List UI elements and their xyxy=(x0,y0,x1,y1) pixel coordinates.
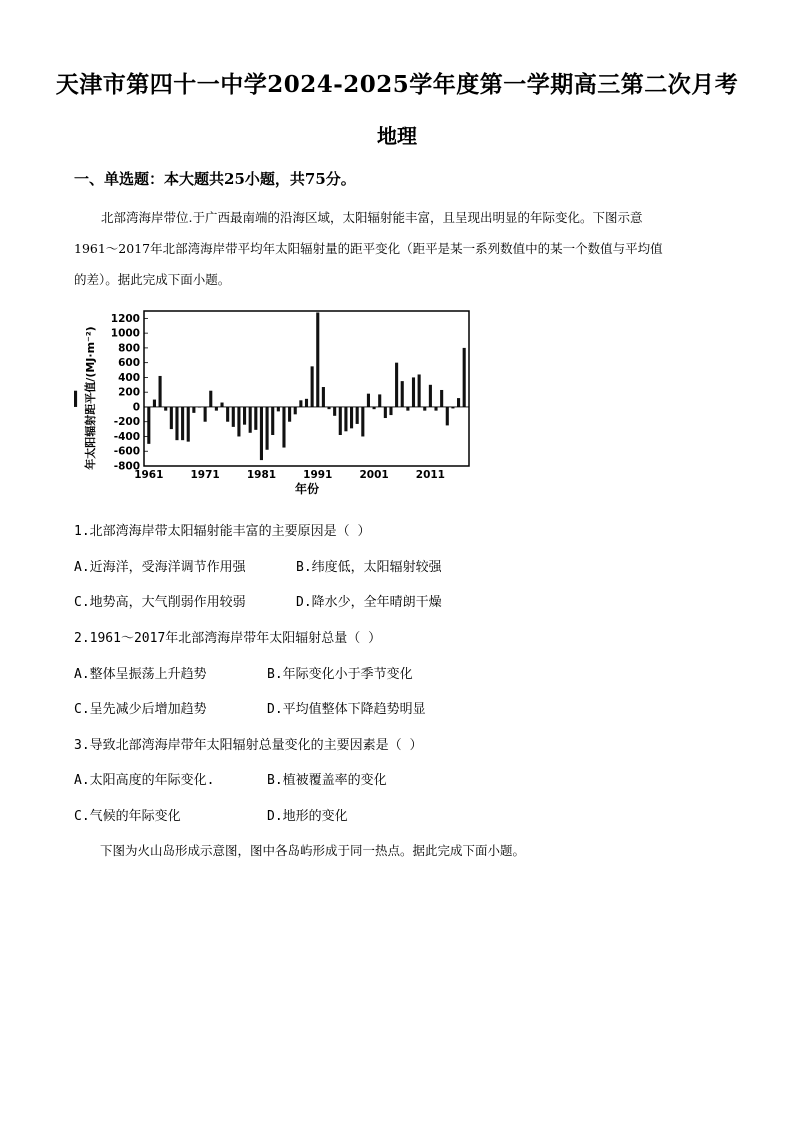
y-axis-ticks xyxy=(111,313,148,473)
bar-1972 xyxy=(209,391,212,407)
bar-1998 xyxy=(356,407,359,424)
bar-2017 xyxy=(463,348,466,407)
question-2-option-b[interactable]: B.年际变化小于季节变化 xyxy=(267,667,413,682)
y-tick-label: 0 xyxy=(132,401,140,414)
bar-1975 xyxy=(226,407,229,422)
question-2-option-c[interactable]: C.呈先减少后增加趋势 xyxy=(74,702,207,717)
question-1-option-d[interactable]: D.降水少，全年晴朗干燥 xyxy=(296,595,442,610)
bar-1976 xyxy=(232,407,235,427)
bar-1983 xyxy=(271,407,274,435)
question-2-option-d[interactable]: D.平均值整体下降趋势明显 xyxy=(267,702,426,717)
bar-1968 xyxy=(187,407,190,442)
bar-1990 xyxy=(311,366,314,407)
bar-1978 xyxy=(243,407,246,425)
bar-1982 xyxy=(266,407,269,450)
question-2-stem: 2.1961～2017年北部湾海岸带年太阳辐射总量（ ） xyxy=(74,631,382,646)
bar-1981 xyxy=(260,407,263,460)
bar-1966 xyxy=(175,407,178,440)
y-axis-label: 年太阳辐射距平值/(MJ·m⁻²) xyxy=(84,326,97,470)
bar-2016 xyxy=(457,398,460,407)
question-1-option-b[interactable]: B.纬度低，太阳辐射较强 xyxy=(296,560,442,575)
x-tick-label: 2001 xyxy=(359,469,389,481)
bar-1988 xyxy=(299,400,302,407)
bar-2013 xyxy=(440,390,443,407)
bar-1961 xyxy=(147,407,150,444)
bar-1996 xyxy=(344,407,347,431)
bar-1967 xyxy=(181,407,184,440)
question-3-option-a[interactable]: A.太阳高度的年际变化. xyxy=(74,773,215,788)
bar-1995 xyxy=(339,407,342,435)
question-3-option-b[interactable]: B.植被覆盖率的变化 xyxy=(267,773,387,788)
question-3-option-d[interactable]: D.地形的变化 xyxy=(267,809,348,824)
intro-paragraph xyxy=(74,202,722,295)
bar-1992 xyxy=(322,387,325,407)
section-heading: 一、单选题：本大题共25小题，共75分。 xyxy=(74,170,356,188)
question-3-stem: 3.导致北部湾海岸带年太阳辐射总量变化的主要因素是（ ） xyxy=(74,738,423,753)
bar-1991 xyxy=(316,312,319,406)
exam-title: 天津市第四十一中学2024-2025学年度第一学期高三第二次月考 xyxy=(55,71,739,98)
x-axis-ticks xyxy=(134,469,445,481)
question-1-stem: 1.北部湾海岸带太阳辐射能丰富的主要原因是（ ） xyxy=(74,524,371,539)
y-tick-label: -200 xyxy=(113,416,140,429)
bar-2014 xyxy=(446,407,449,425)
intro-line: 北部湾海岸带位.于广西最南端的沿海区域，太阳辐射能丰富，且呈现出明显的年际变化。下图示意 xyxy=(101,210,643,225)
x-tick-label: 1991 xyxy=(303,469,333,481)
bar-1984 xyxy=(277,407,280,411)
intro-line: 的差）。据此完成下面小题。 xyxy=(74,272,231,287)
bar-1971 xyxy=(204,407,207,422)
y-tick-label: 1200 xyxy=(110,312,140,325)
y-tick-label: 600 xyxy=(118,357,140,370)
question-1-option-a[interactable]: A.近海洋，受海洋调节作用强 xyxy=(74,560,246,575)
next-section-intro: 下图为火山岛形成示意图，图中各岛屿形成于同一热点。据此完成下面小题。 xyxy=(100,843,526,858)
bar-1989 xyxy=(305,399,308,407)
x-tick-label: 1961 xyxy=(134,469,164,481)
y-tick-label: 1000 xyxy=(110,327,140,340)
bar-1969 xyxy=(192,407,195,413)
y-tick-label: -800 xyxy=(113,460,140,473)
bar-undefined xyxy=(74,391,77,407)
bar-2006 xyxy=(401,381,404,407)
y-tick-label: -600 xyxy=(113,445,140,458)
bar-1987 xyxy=(294,407,297,414)
bar-1963 xyxy=(159,376,162,407)
bar-2009 xyxy=(418,374,421,406)
x-axis-label: 年份 xyxy=(294,482,320,496)
bar-2002 xyxy=(378,394,381,407)
bar-2004 xyxy=(389,407,392,415)
bar-2003 xyxy=(384,407,387,418)
bar-2005 xyxy=(395,363,398,407)
bar-1974 xyxy=(220,403,223,407)
intro-line: 1961～2017年北部湾海岸带平均年太阳辐射量的距平变化（距平是某一系列数值中的某一个数值与平均值 xyxy=(74,241,663,256)
x-tick-label: 1971 xyxy=(190,469,220,481)
radiation-anomaly-chart xyxy=(74,300,479,500)
bar-2008 xyxy=(412,377,415,407)
bar-1980 xyxy=(254,407,257,430)
bar-1962 xyxy=(153,400,156,407)
bar-1997 xyxy=(350,407,353,428)
y-tick-label: 200 xyxy=(118,386,140,399)
question-3-option-c[interactable]: C.气候的年际变化 xyxy=(74,809,181,824)
y-tick-label: 800 xyxy=(118,342,140,355)
x-tick-label: 2011 xyxy=(415,469,446,481)
subject-title: 地理 xyxy=(377,124,417,148)
bar-1985 xyxy=(282,407,285,448)
bar-2000 xyxy=(367,394,370,407)
bar-2007 xyxy=(406,407,409,411)
bar-1979 xyxy=(249,407,252,433)
bar-1977 xyxy=(237,407,240,437)
bar-2012 xyxy=(434,407,437,411)
bar-1965 xyxy=(170,407,173,429)
bar-2010 xyxy=(423,407,426,411)
y-tick-label: 400 xyxy=(118,371,140,384)
bar-1994 xyxy=(333,407,336,416)
bar-1999 xyxy=(361,407,364,437)
question-2-option-a[interactable]: A.整体呈振荡上升趋势 xyxy=(74,667,207,682)
question-1-option-c[interactable]: C.地势高，大气削弱作用较弱 xyxy=(74,595,246,610)
bar-1986 xyxy=(288,407,291,422)
y-tick-label: -400 xyxy=(113,430,140,443)
bar-1973 xyxy=(215,407,218,411)
x-tick-label: 1981 xyxy=(246,469,277,481)
bar-2011 xyxy=(429,385,432,407)
bar-1964 xyxy=(164,407,167,411)
